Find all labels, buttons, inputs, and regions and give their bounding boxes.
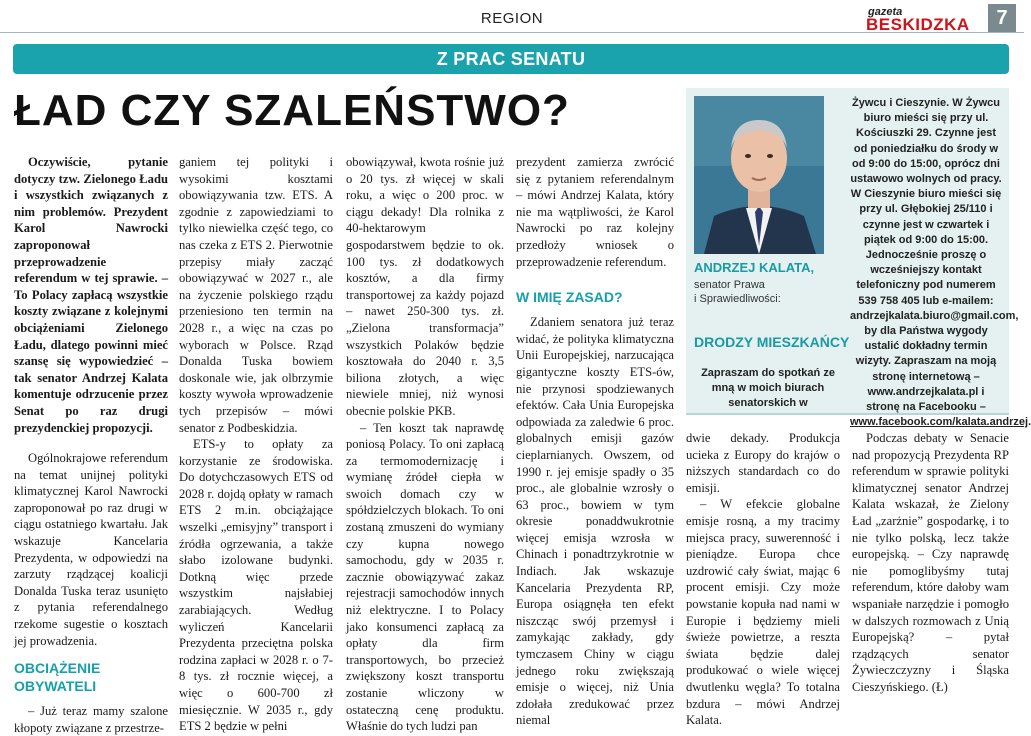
article-column-6 — [852, 430, 1009, 696]
article-column-5 — [686, 430, 840, 729]
office-hours-text: Żywcu i Cieszynie. W Żywcu biuro mieści się przy ul. Kościuszki 29. Czynne jest od poniedziałku do środy w od 9:00 do 15:00, oprócz dni ustawowo wolnych od pracy. W Cieszynie biuro mieści się przy ul. Głębokiej 25/110 i czynne jest w czwartek i piątek od 9:00 do 15:00. Jednocześnie proszę o wcześniejszy kontakt telefoniczny pod numerem 539 758 405 lub e-mailem: andrzejkalata.biuro@gmail.com, by dla Państwa wygody ustalić dokładny termin wizyty. Zapraszam na moją stronę internetową – www.andrzejkalata.pl i stronę na Facebooku – — [850, 97, 1019, 414]
article-paragraph: prezydent zamierza zwrócić się z pytaniem referendalnym – mówi Andrzej Kalata, który nie ma wątpliwości, że Karol Nawrocki po raz kolejny przedłoży wniosek o przeprowadzenie referendum. — [516, 155, 674, 269]
senator-photo — [694, 96, 824, 254]
article-paragraph: – W efekcie globalne emisje rosną, a my tracimy miejsca pracy, suwerenność i pieniądze. Europa chce uzdrowić cały świat, mając 6 procent emisji. Czy może powstanie kopuła nad nami w Europie i będziemy mieli świeże powietrze, a reszta świata będzie dalej produkować o wiele więcej dwutlenku węgla? To totalna bzdura – mówi Andrzej Kalata. — [686, 497, 840, 728]
article-paragraph: dwie dekady. Produkcja ucieka z Europy do krajów o niższych standardach co do emisji. — [686, 431, 840, 495]
article-paragraph: Podczas debaty w Senacie nad propozycją Prezydenta RP referendum w sprawie polityki klimatycznej senator Andrzej Kalata wskazał, że Zielony Ład „zarżnie” gospodarkę, i to nie tylko polską, lecz także europejską. – Czy naprawdę nie pomoglibyśmy tutaj referendum, które dałoby wam wspaniałe narzędzie i pomogło w dalszych rozmowach z Unią Europejską? – pytał rządzących senator Żywieczczyzny i Śląska Cieszyńskiego. (Ł) — [852, 431, 1009, 694]
banner-title: Z PRAC SENATU — [436, 49, 586, 69]
article-column-3 — [346, 154, 504, 735]
article-lead: Oczywiście, pytanie dotyczy tzw. Zielonego Ładu i wszystkich związanych z nim problemów. Prezydent Karol Nawrocki zaproponował przeprowadzenie referendum w tej sprawie. – To Polacy zapłacą wszystkie koszty związane z kolejnymi obciążeniami Zielonego Ładu, dlatego powinni mieć szansę się wypowiedzieć – tak senator Andrzej Kalata komentuje odrzucenie przez Senat po raz drugi prezydenckiej propozycji. — [14, 155, 168, 435]
senator-role-line: senator Prawa — [694, 279, 765, 291]
article-column-2 — [179, 154, 333, 735]
senator-role — [694, 278, 781, 306]
portrait-illustration — [694, 96, 824, 254]
facebook-link[interactable]: www.facebook.com/kalata.andrzej — [850, 416, 1029, 429]
sidebar-heading: DRODZY MIESZKAŃCY — [694, 334, 850, 350]
page-number: 7 — [988, 4, 1016, 32]
headline: ŁAD CZY SZALEŃSTWO? — [14, 86, 570, 135]
article-paragraph: – Ten koszt tak naprawdę poniosą Polacy. To oni zapłacą za termomodernizację i wymianę źródeł ciepła w swoich domach czy w spółdzielczych blokach. To oni zostaną zmuszeni do wymiany czy kupna nowego samochodu, gdy w 2035 r. zacznie obowiązywać zakaz rejestracji samochodów innych niż elektryczne. I to Polacy jako konsumenci zapłacą za opłaty dla firm transportowych, bo przecież zwiększony koszt transportu zostanie wliczony w ostateczną cenę produktu. Właśnie do tych ludzi pan — [346, 420, 504, 734]
article-paragraph: ganiem tej polityki i wysokimi kosztami obowiązywania tzw. ETS. A zgodnie z zapowiedziami to tylko niewielka część tego, co nas czeka z ETS 2. Pierwotnie przepisy miały zacząć obowiązywać w 2027 r., ale na życzenie polskiego rządu przeniesiono ten termin na 2028 r., a więc na czas po wyborach w Polsce. Rząd Donalda Tuska bowiem doskonale wie, jak olbrzymie koszty wywoła wprowadzenie tych przepisów – mówi senator z Podbeskidzia. — [179, 155, 333, 435]
link-period: . — [1028, 416, 1031, 429]
logo-text: BESKIDZKA — [866, 15, 970, 34]
article-paragraph: Ogólnokrajowe referendum na temat unijnej polityki klimatycznej Karol Nawrocki zaproponował po raz drugi w ciągu ostatniego kwartału. Jak wskazuje Kancelaria Prezydenta, w odpowiedzi na zarzuty rządzącej koalicji Donalda Tuska teraz usunięto z pytania referendalnego rzekome sugestie o kosztach jej prowadzenia. — [14, 451, 168, 648]
article-paragraph: Zdaniem senatora już teraz widać, że polityka klimatyczna Unii Europejskiej, narzucająca gigantyczne koszty ETS-ów, nie przynosi spodziewanych efektów. Cała Unia Europejska odpowiada za zaledwie 6 proc. globalnych emisji gazów cieplarnianych. Owszem, od 1990 r. jej emisje spadły o 35 proc., ale globalnie wzrosły o 63 proc., bowiem w tym okresie ponaddwukrotnie więcej emisja wzrosła w Chinach i ponadtrzykrotnie w Indiach. Jak wskazuje Kancelaria Prezydenta RP, Europa osiągnęła ten efekt niszcząc swój przemysł i zamykając zakłady, gdy tymczasem Chiny w ciągu jednego roku zwiększają emisje o więcej, niż Unia zdołała zredukować przez niemal — [516, 315, 674, 728]
article-column-4 — [516, 154, 674, 729]
senator-info-box — [686, 88, 1031, 429]
senator-role-line: i Sprawiedliwości: — [694, 293, 781, 305]
article-column-1 — [14, 154, 168, 736]
article-paragraph: ETS-y to opłaty za korzystanie ze środowiska. Do dotychczasowych ETS od 2028 r. dojdą opłaty w ramach ETS 2 m.in. obciążające wszelki „emisyjny” transport i źródła ogrzewania, a także słabo izolowane budynki. Dotkną więc przede wszystkim najsłabiej zarabiających. Według wyliczeń Kancelarii Prezydenta przeciętna polska rodzina zapłaci w 2028 r. o 7-8 tys. zł rocznie więcej, a więc o 600-700 zł miesięcznie. W 2035 r., gdy ETS 2 będzie w pełni — [179, 437, 333, 734]
article-paragraph: – Już teraz mamy szalone kłopoty związane z przestrze- — [14, 704, 168, 735]
sidebar-invitation-text: Zapraszam do spotkań ze mną w moich biurach senatorskich w — [701, 367, 835, 409]
sidebar-office-info — [850, 96, 1031, 430]
article-paragraph: obowiązywał, kwota rośnie już o 20 tys. zł więcej w skali roku, a więc o 200 proc. w ciągu dekady! Dla rolnika z 40-hektarowym gospodarstwem będzie to ok. 100 tys. zł dodatkowych kosztów, a dla firmy transportowej za każdy pojazd – nawet 250-300 tys. zł. „Zielona transformacja” wszystkich Polaków będzie kosztowała do 2040 r. 3,5 biliona złotych, a więc niewiele mniej, niż wynosi obecnie polskie PKB. — [346, 155, 504, 418]
section-banner — [13, 44, 1009, 74]
subheading-w-imie-zasad: W IMIĘ ZASAD? — [516, 289, 623, 306]
logo-small-text: gazeta — [868, 6, 903, 18]
subheading-obciazenie: OBCIĄŻENIE OBYWATELI — [14, 660, 101, 695]
section-label: REGION — [480, 10, 544, 27]
senator-name: ANDRZEJ KALATA, — [694, 260, 815, 275]
